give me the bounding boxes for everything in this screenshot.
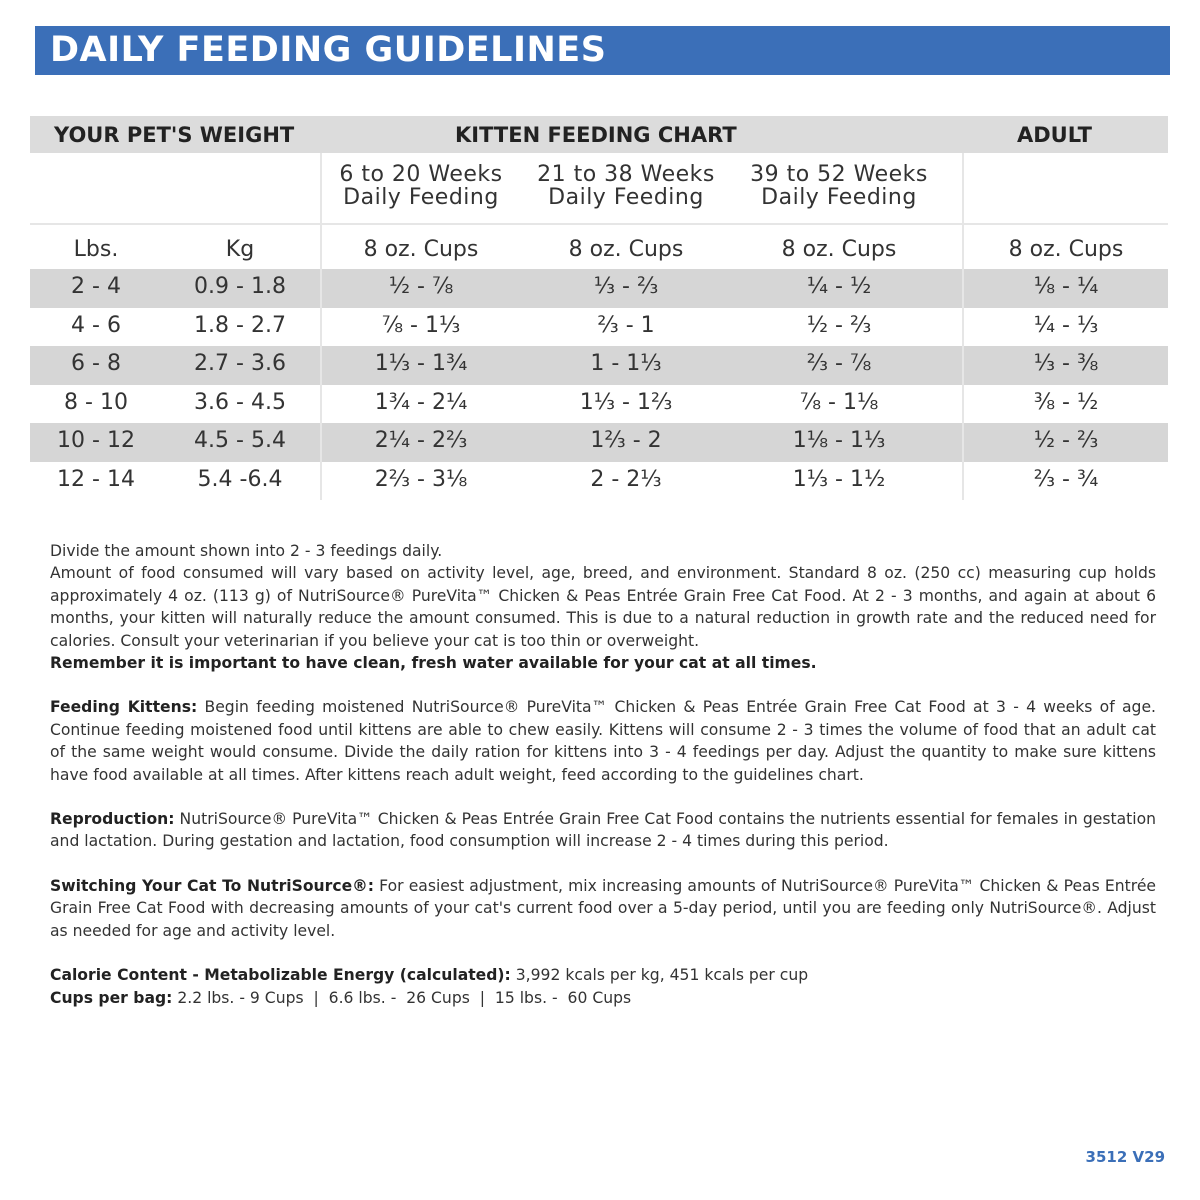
lbs-cell: 12 - 14 <box>57 466 135 492</box>
table-row <box>30 462 1168 501</box>
lbs-cell: 10 - 12 <box>57 428 135 453</box>
kitten-39-52-cell: ⅔ - ⅞ <box>806 351 872 376</box>
kitten-39-52-cell: ¼ - ½ <box>806 274 872 299</box>
kitten-6-20-cell: 1⅓ - 1¾ <box>374 351 468 376</box>
divide-note: Divide the amount shown into 2 - 3 feedings daily. <box>50 542 443 560</box>
unit-row <box>30 223 1168 268</box>
kitten-21-38-cell: 1⅓ - 1⅔ <box>579 389 673 415</box>
kitten-header: KITTEN FEEDING CHART <box>455 123 737 147</box>
table-row <box>30 385 1168 424</box>
cups-per-bag: Cups per bag: 2.2 lbs. - 9 Cups | 6.6 lbs. - 26 Cups | 15 lbs. - 60 Cups <box>50 988 632 1007</box>
kitten-21-38-cell: ⅓ - ⅔ <box>593 274 659 299</box>
cups-unit: 8 oz. Cups <box>781 237 897 262</box>
adult-header: ADULT <box>1017 123 1092 147</box>
kitten-21-38-cell: 2 - 2⅓ <box>590 466 662 492</box>
kitten-6-20-cell: 1¾ - 2¼ <box>374 389 468 415</box>
adult-cell: ⅜ - ½ <box>1033 389 1099 415</box>
kitten-21-38-cell: 1 - 1⅓ <box>590 351 662 376</box>
adult-cell: ¼ - ⅓ <box>1033 312 1099 338</box>
kg-cell: 0.9 - 1.8 <box>194 274 286 299</box>
cups-unit: 8 oz. Cups <box>363 237 479 262</box>
weight-header: YOUR PET'S WEIGHT <box>54 123 295 147</box>
kitten-6-20-cell: ½ - ⅞ <box>388 274 454 299</box>
column-divider <box>962 153 964 500</box>
age-column-header: 6 to 20 Weeks Daily Feeding <box>339 162 503 210</box>
age-subheader <box>30 153 1168 223</box>
switching-paragraph: Switching Your Cat To NutriSource®: For easiest adjustment, mix increasing amounts of NutriSource® PureVita™ Chicken & Peas Entrée Grain Free Cat Food with decreasing amounts of your cat's current food over a 5-day period, until you are feeding only NutriSource®. Adjust as needed for age and activity level. <box>50 876 1157 940</box>
table-row <box>30 269 1168 308</box>
adult-cell: ⅔ - ¾ <box>1033 466 1099 492</box>
page-title: DAILY FEEDING GUIDELINES <box>35 26 1170 75</box>
kitten-39-52-cell: 1⅓ - 1½ <box>792 466 886 492</box>
kg-cell: 2.7 - 3.6 <box>194 351 286 376</box>
kitten-6-20-cell: 2¼ - 2⅔ <box>374 428 468 453</box>
lbs-unit: Lbs. <box>73 237 119 262</box>
kitten-39-52-cell: 1⅛ - 1⅓ <box>792 428 886 453</box>
adult-cell: ⅓ - ⅜ <box>1033 351 1099 376</box>
table-row <box>30 346 1168 385</box>
lbs-cell: 8 - 10 <box>64 389 128 415</box>
reproduction-paragraph: Reproduction: NutriSource® PureVita™ Chicken & Peas Entrée Grain Free Cat Food contains the nutrients essential for females in gestation and lactation. During gestation and lactation, food consumption will increase 2 - 4 times during this period. <box>50 810 1156 851</box>
water-note: Remember it is important to have clean, fresh water available for your cat at all times. <box>50 654 817 673</box>
kg-cell: 5.4 -6.4 <box>197 466 283 492</box>
lbs-cell: 6 - 8 <box>71 351 121 376</box>
calorie-content: Calorie Content - Metabolizable Energy (calculated): 3,992 kcals per kg, 451 kcals per cup <box>50 966 809 985</box>
cups-unit: 8 oz. Cups <box>568 237 684 262</box>
feeding-kittens-paragraph: Feeding Kittens: Begin feeding moistened NutriSource® PureVita™ Chicken & Peas Entrée Grain Free Cat Food at 3 - 4 weeks of age. Continue feeding moistened food until kittens are able to chew easily. Kittens will consume 2 - 3 times the volume of food that an adult cat of the same weight would consume. Divide the daily ration for kittens into 3 - 4 feedings per day. Adjust the quantity to make sure kittens have food available at all times. After kittens reach adult weight, feed according to the guidelines chart. <box>50 698 1156 784</box>
kitten-6-20-cell: ⅞ - 1⅓ <box>381 312 461 338</box>
kg-cell: 1.8 - 2.7 <box>194 312 286 338</box>
kitten-21-38-cell: ⅔ - 1 <box>597 312 655 338</box>
kg-unit: Kg <box>225 237 255 262</box>
table-header <box>30 116 1168 153</box>
lbs-cell: 2 - 4 <box>71 274 121 299</box>
guidelines-text <box>50 540 1156 1009</box>
kg-cell: 4.5 - 5.4 <box>194 428 286 453</box>
kitten-6-20-cell: 2⅔ - 3⅛ <box>374 466 468 492</box>
product-code: 3512 V29 <box>1085 1148 1165 1166</box>
adult-cell: ⅛ - ¼ <box>1033 274 1099 299</box>
kitten-39-52-cell: ⅞ - 1⅛ <box>799 389 879 415</box>
amount-note: Amount of food consumed will vary based on activity level, age, breed, and environment. Standard 8 oz. (250 cc) measuring cup holds approximately 4 oz. (113 g) of NutriSource® PureVita™ Chicken & Peas Entrée Grain Free Cat Food. At 2 - 3 months, and again at about 6 months, your kitten will naturally reduce the amount consumed. This is due to a natural reduction in growth rate and the reduced need for calories. Consult your veterinarian if you believe your cat is too thin or overweight. <box>50 564 1156 650</box>
kg-cell: 3.6 - 4.5 <box>194 389 286 415</box>
table-row <box>30 308 1168 347</box>
adult-cell: ½ - ⅔ <box>1033 428 1099 453</box>
age-column-header: 21 to 38 Weeks Daily Feeding <box>537 162 715 210</box>
column-divider <box>320 153 322 500</box>
kitten-39-52-cell: ½ - ⅔ <box>806 312 872 338</box>
cups-unit: 8 oz. Cups <box>1008 237 1124 262</box>
table-body <box>30 269 1168 500</box>
lbs-cell: 4 - 6 <box>71 312 121 338</box>
kitten-21-38-cell: 1⅔ - 2 <box>590 428 662 453</box>
table-row <box>30 423 1168 462</box>
age-column-header: 39 to 52 Weeks Daily Feeding <box>750 162 928 210</box>
